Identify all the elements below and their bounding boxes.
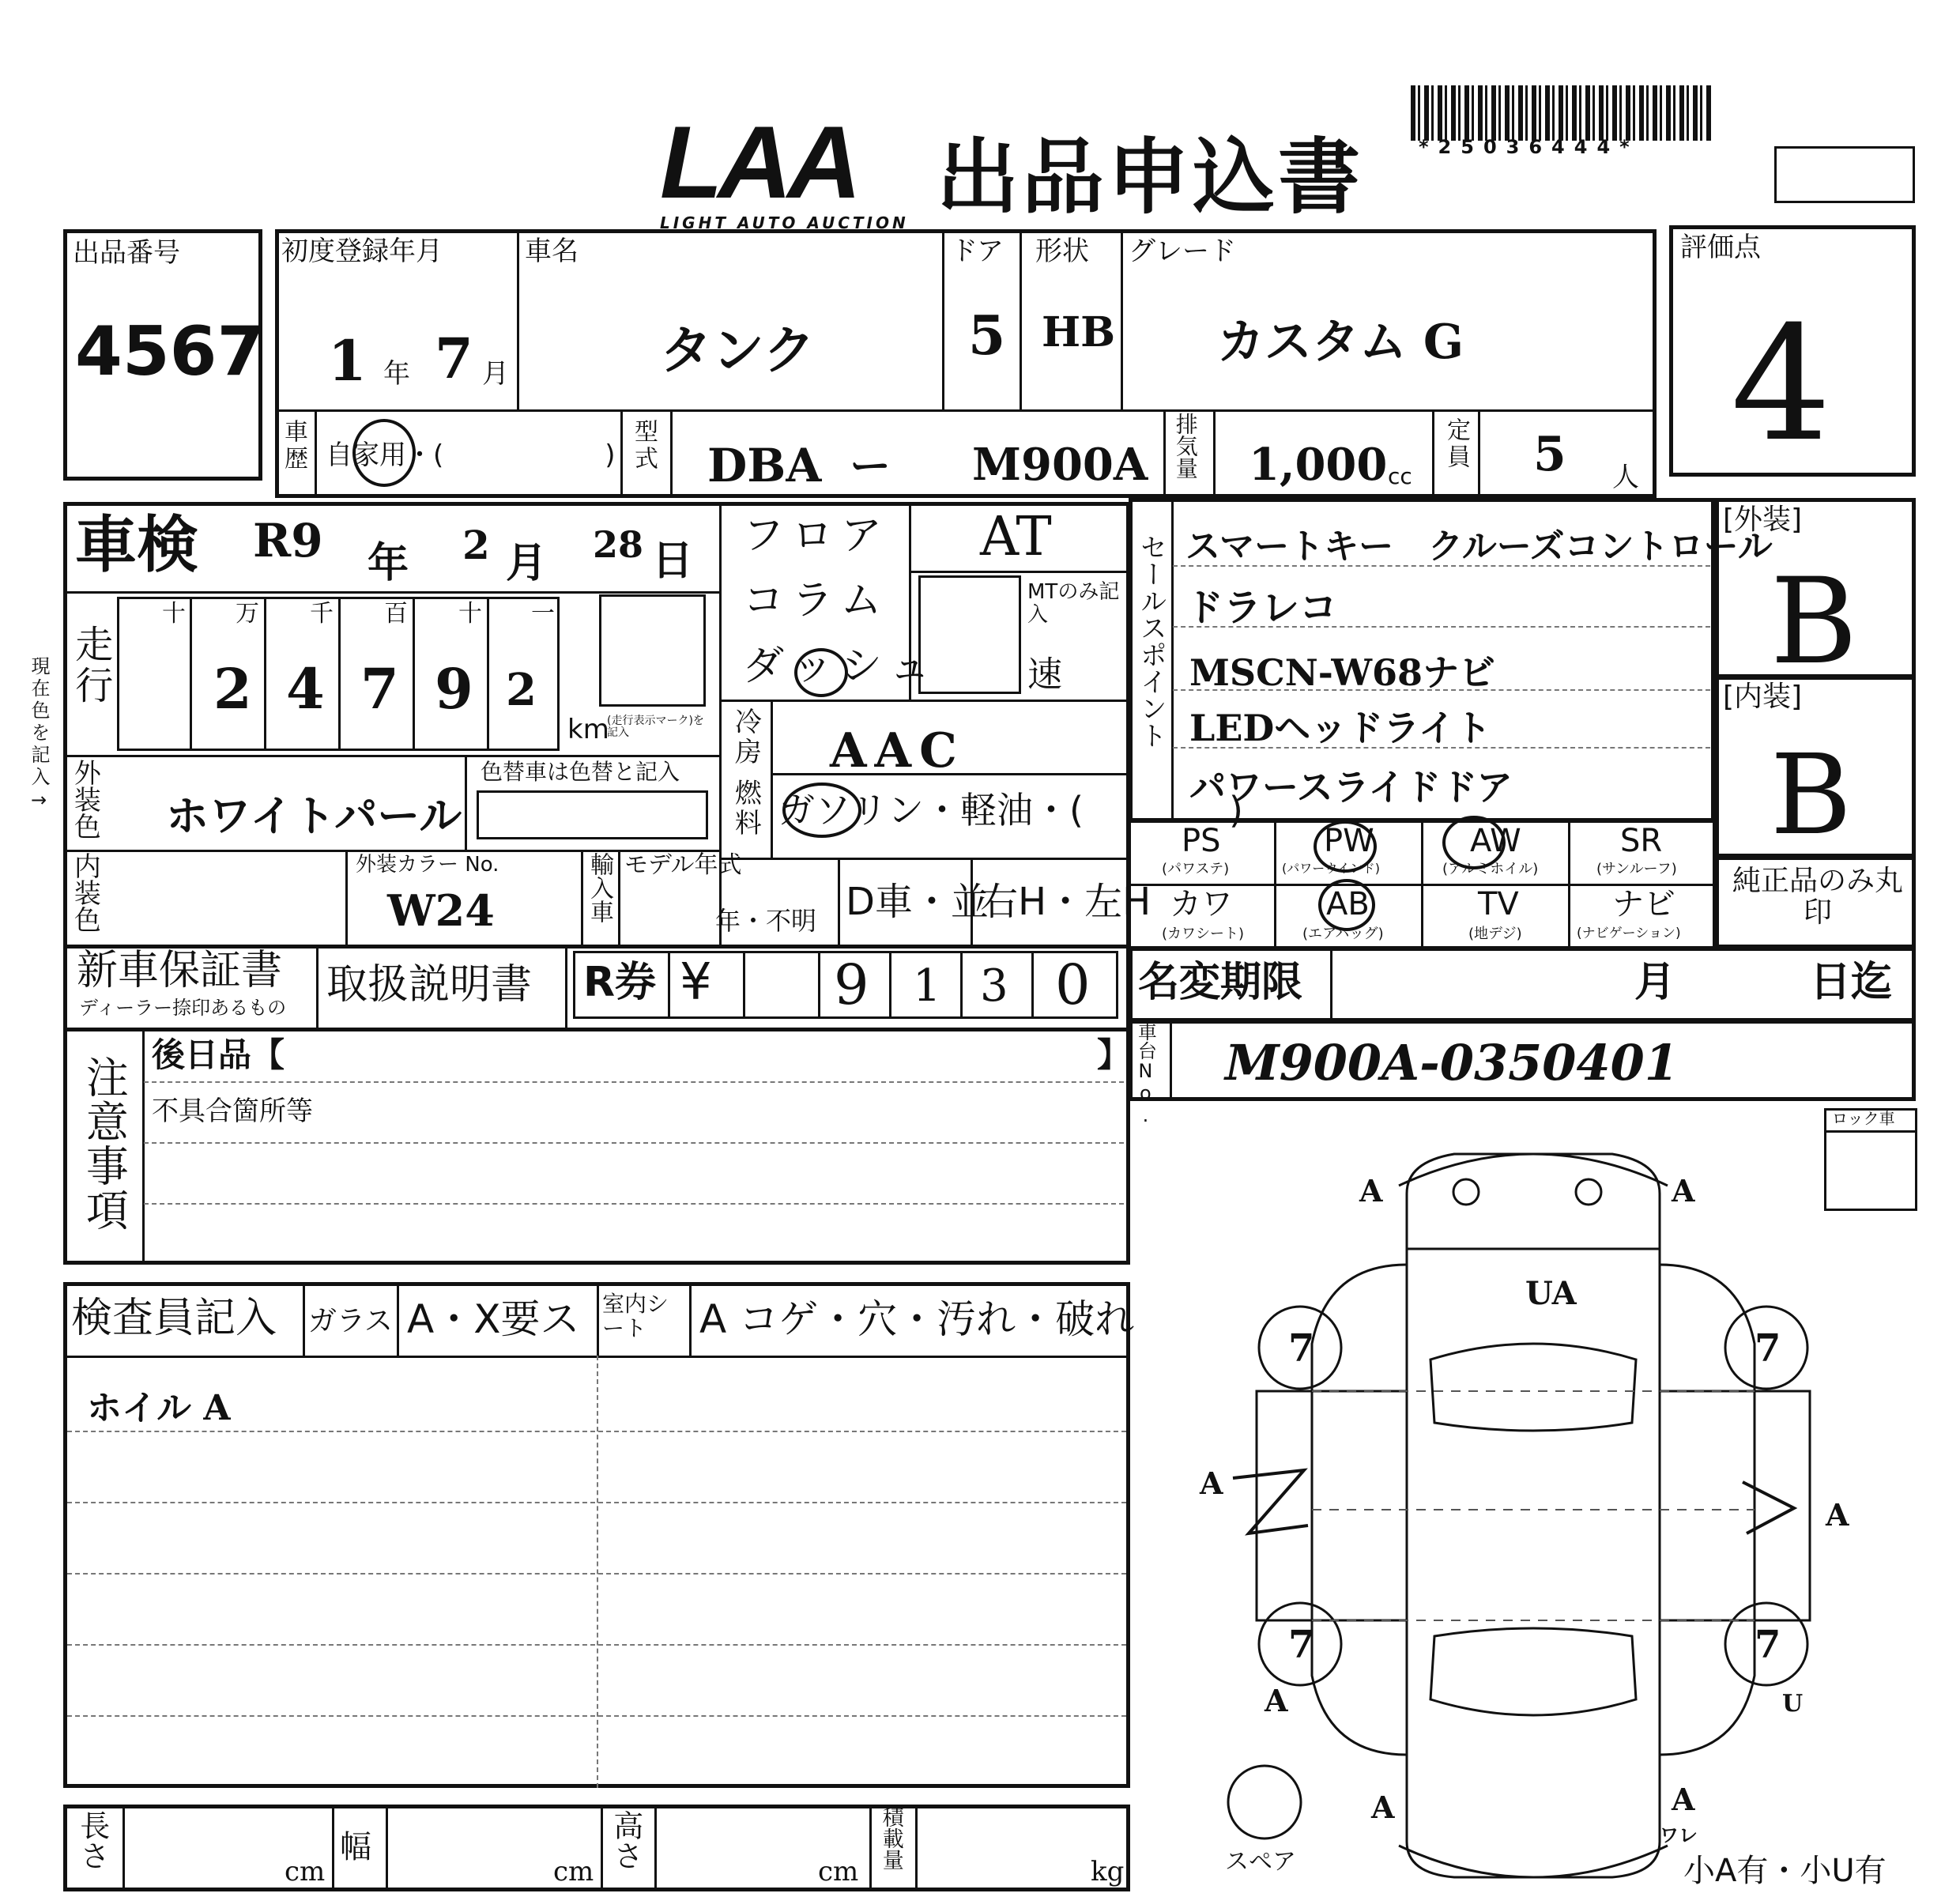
capacity-value: 5 xyxy=(1533,427,1566,482)
name-change-label: 名変期限 xyxy=(1138,959,1303,1006)
left-door-panel xyxy=(1257,1391,1312,1620)
car-body-outline xyxy=(1407,1154,1660,1877)
floor-option-1: コラム xyxy=(743,577,890,624)
int-color-label: 内装色 xyxy=(69,852,101,933)
mileage-unit-5: 一 xyxy=(531,600,555,628)
first-reg-month-unit: 月 xyxy=(482,358,509,390)
lot-number: 4567 xyxy=(75,312,265,391)
load-label: 積載量 xyxy=(878,1806,903,1870)
grade-label: グレード xyxy=(1129,236,1236,267)
tire-tread-front-left: 7 xyxy=(1288,1326,1315,1371)
fuel-value: ガソリン・軽油・( ) xyxy=(778,789,1243,832)
equip-ab: AB xyxy=(1326,886,1370,922)
side-note: 現在色を記入→ xyxy=(28,656,50,814)
dimensions-box xyxy=(63,1805,1130,1891)
circle-mark-gasoline xyxy=(782,783,861,838)
lot-label: 出品番号 xyxy=(73,237,180,269)
shape-value: HB xyxy=(1042,308,1116,356)
mileage-digit-3: 7 xyxy=(360,656,399,722)
shape-label: 形状 xyxy=(1035,236,1089,267)
displacement-unit: cc xyxy=(1388,463,1412,489)
sales-point-1: ドラレコ xyxy=(1185,586,1338,630)
sales-point-4: パワースライドドア xyxy=(1189,766,1513,809)
mileage-unit-2: 千 xyxy=(310,600,334,628)
mileage-label: 走行 xyxy=(68,624,113,707)
spare-tire xyxy=(1228,1766,1301,1839)
first-reg-year: 1 xyxy=(328,328,367,394)
equip-aw: AW xyxy=(1470,823,1521,859)
floor-option-2: ダッシュ xyxy=(743,643,938,690)
chassis-value: M900A-0350401 xyxy=(1225,1034,1679,1092)
inspection-day-unit: 日 xyxy=(652,537,694,585)
equip-pw: PW xyxy=(1324,823,1374,859)
right-front-fender xyxy=(1660,1265,1755,1391)
score-value: 4 xyxy=(1731,292,1832,477)
inspection-year-unit: 年 xyxy=(368,540,409,587)
equip-aw-sub: (アルミホイル) xyxy=(1442,861,1539,877)
seat-options: A コゲ・穴・汚れ・破れ xyxy=(699,1296,1135,1342)
recycle-digit-2: 9 xyxy=(834,952,869,1017)
capacity-label: 定員 xyxy=(1442,417,1470,471)
model-code: M900A xyxy=(972,439,1148,491)
tire-tread-rear-left: 7 xyxy=(1288,1623,1315,1667)
aircon-label: 冷房 xyxy=(729,707,762,767)
dealer-value: D車・並 xyxy=(846,880,989,924)
mileage-km: km xyxy=(567,714,609,745)
length-unit: cm xyxy=(285,1856,326,1888)
equip-leather: カワ xyxy=(1170,886,1233,922)
inspector-entry: ホイル A xyxy=(87,1388,231,1428)
name-change-until: 日迄 xyxy=(1810,959,1893,1006)
circle-mark-private xyxy=(352,419,416,487)
glass-options: A・X要ス xyxy=(407,1296,580,1342)
headlight-left xyxy=(1453,1179,1479,1205)
equip-ps-sub: (パワステ) xyxy=(1162,861,1230,877)
floor-option-0: フロア xyxy=(743,512,891,560)
inspection-month: 2 xyxy=(462,522,490,568)
damage-stroke-left xyxy=(1233,1470,1308,1533)
interior-label: [内装] xyxy=(1723,681,1803,713)
model-year-label: モデル年式 xyxy=(624,851,742,879)
recycle-label: R券 xyxy=(583,959,657,1006)
seat-label: 室内シート xyxy=(602,1291,669,1341)
fuel-label: 燃料 xyxy=(729,779,762,839)
circle-mark-dash xyxy=(794,648,848,697)
warranty-note: ディーラー捺印あるもの xyxy=(79,997,287,1019)
diagram-mark-a-front-right: A xyxy=(1672,1173,1695,1209)
capacity-unit: 人 xyxy=(1612,462,1639,493)
windshield xyxy=(1430,1344,1636,1431)
mt-note: MTのみ記入 xyxy=(1027,580,1120,627)
equip-navi: ナビ xyxy=(1612,886,1675,922)
model-year-value: 年・不明 xyxy=(715,906,817,936)
glass-label: ガラス xyxy=(308,1305,393,1337)
aircon-value: AAC xyxy=(830,723,965,779)
handle-value: 右H・左H xyxy=(980,880,1152,924)
diagram-mark-crack: ワレ xyxy=(1660,1823,1698,1846)
diagram-mark-u-rear-right: U xyxy=(1782,1690,1804,1718)
tire-tread-rear-right: 7 xyxy=(1755,1623,1781,1667)
mileage-digit-4: 9 xyxy=(435,656,473,722)
name-change-month: 月 xyxy=(1634,959,1676,1006)
mileage-digit-2: 4 xyxy=(286,656,325,722)
diagram-mark-a-left: A xyxy=(1200,1465,1223,1501)
equip-leather-sub: (カワシート) xyxy=(1162,926,1245,942)
defects-label: 不具合箇所等 xyxy=(152,1096,313,1127)
color-no-label: 外装カラー No. xyxy=(356,853,499,877)
mileage-unit-0: 十 xyxy=(162,600,186,628)
doors-label: ドア xyxy=(951,236,1004,267)
headlight-right xyxy=(1576,1179,1601,1205)
height-label: 高さ xyxy=(608,1810,643,1870)
sales-label: セールスポイント xyxy=(1135,534,1167,749)
sales-point-3: LEDヘッドライト xyxy=(1189,707,1491,749)
mileage-digit-5: 2 xyxy=(506,664,537,716)
transmission-value: AT xyxy=(980,506,1052,568)
equip-tv-sub: (地デジ) xyxy=(1468,926,1522,942)
inspection-era: R9 xyxy=(253,514,323,568)
manual-label: 取扱説明書 xyxy=(326,961,533,1009)
equip-ps: PS xyxy=(1182,823,1221,859)
laa-logo xyxy=(660,104,909,232)
displacement-label: 排気量 xyxy=(1172,413,1199,479)
displacement-value: 1,000 xyxy=(1249,439,1388,491)
inspection-label: 車検 xyxy=(75,510,199,581)
barcode-number: *25036444* xyxy=(1419,136,1639,158)
circle-mark-pw xyxy=(1314,820,1377,873)
later-items-label: 後日品【 xyxy=(152,1035,285,1074)
later-items-close: 】 xyxy=(1097,1035,1131,1074)
equip-tv: TV xyxy=(1478,886,1519,922)
rear-window xyxy=(1430,1628,1636,1715)
recycle-yen: ¥ xyxy=(680,953,712,1012)
recycle-digit-4: 3 xyxy=(980,960,1008,1012)
mileage-note: (走行表示マーク)を記入 xyxy=(607,715,704,740)
history-value: 自家用・( ) xyxy=(326,439,616,471)
mileage-unit-3: 百 xyxy=(384,600,408,628)
recycle-digit-5: 0 xyxy=(1055,952,1091,1017)
diagram-legend: 小A有・小U有 xyxy=(1683,1853,1886,1889)
genuine-label: 純正品のみ丸印 xyxy=(1732,865,1903,929)
diagram-mark-a-front-left: A xyxy=(1359,1173,1383,1209)
equip-navi-sub: (ナビゲーション) xyxy=(1577,926,1681,941)
sales-point-0: スマートキー クルーズコントロール xyxy=(1185,526,1773,567)
sales-point-2: MSCN-W68ナビ xyxy=(1189,651,1496,694)
first-reg-label: 初度登録年月 xyxy=(281,236,443,267)
right-rear-fender xyxy=(1660,1620,1755,1755)
grade-value: カスタム G xyxy=(1217,315,1464,370)
diagram-mark-a-rear-left: A xyxy=(1371,1790,1395,1825)
ext-color-value: ホワイトパール xyxy=(166,790,462,841)
width-label: 幅 xyxy=(340,1829,371,1865)
mt-box xyxy=(918,575,1021,694)
mileage-unit-1: 万 xyxy=(236,600,259,628)
spare-label: スペア xyxy=(1225,1848,1296,1876)
left-rear-fender xyxy=(1312,1620,1407,1755)
car-name: タンク xyxy=(660,319,816,381)
diagram-mark-a-right: A xyxy=(1826,1497,1849,1533)
right-door-panel xyxy=(1755,1391,1810,1620)
height-unit: cm xyxy=(818,1856,859,1888)
car-damage-diagram xyxy=(1170,1130,1952,1889)
front-bumper xyxy=(1399,1154,1668,1186)
diagram-mark-a-rear-left-side: A xyxy=(1265,1683,1288,1718)
rear-bumper xyxy=(1399,1846,1668,1877)
first-reg-year-unit: 年 xyxy=(383,358,410,390)
first-reg-month: 7 xyxy=(435,326,473,391)
exterior-value: B xyxy=(1770,553,1858,691)
model-prefix: DBA xyxy=(707,439,822,492)
diagram-mark-hood: UA xyxy=(1525,1275,1577,1312)
load-unit: kg xyxy=(1091,1856,1125,1888)
logo-text: LAA xyxy=(660,104,858,220)
circle-mark-ab xyxy=(1318,879,1375,931)
mileage-digit-1: 2 xyxy=(213,656,252,722)
equip-pw-sub: (パワーウインド) xyxy=(1282,861,1381,876)
doors-value: 5 xyxy=(968,304,1006,368)
warranty-label: 新車保証書 xyxy=(77,947,283,994)
chassis-label: 車台No. xyxy=(1134,1022,1157,1126)
exterior-label: [外装] xyxy=(1723,503,1803,536)
ext-color-label: 外装色 xyxy=(69,759,101,839)
left-front-fender xyxy=(1312,1265,1407,1391)
logo-subtitle: LIGHT AUTO AUCTION xyxy=(660,213,909,232)
length-label: 長さ xyxy=(74,1810,110,1870)
history-label: 車歴 xyxy=(280,419,307,473)
lock-label: ロック車 xyxy=(1832,1109,1895,1128)
equip-sr-sub: (サンルーフ) xyxy=(1596,861,1677,877)
barcode xyxy=(1411,85,1711,141)
form-title: 出品申込書 xyxy=(937,129,1364,225)
color-no-value: W24 xyxy=(387,885,495,936)
diagram-mark-a-rear-right: A xyxy=(1672,1782,1695,1817)
notes-label: 注意事項 xyxy=(79,1055,130,1232)
interior-value: B xyxy=(1770,731,1852,860)
mt-speed: 速 xyxy=(1027,654,1062,695)
car-name-label: 車名 xyxy=(525,236,579,267)
circle-mark-aw xyxy=(1442,816,1506,869)
repaint-label: 色替車は色替と記入 xyxy=(481,759,680,785)
recycle-digit-3: 1 xyxy=(913,960,941,1012)
inspection-month-unit: 月 xyxy=(506,540,548,587)
score-label: 評価点 xyxy=(1680,232,1761,263)
mileage-unit-4: 十 xyxy=(458,600,482,628)
inspection-day: 28 xyxy=(593,523,644,566)
blank-box xyxy=(1774,146,1915,203)
tire-tread-front-right: 7 xyxy=(1755,1326,1781,1371)
model-label: 型式 xyxy=(630,419,658,473)
damage-stroke-right xyxy=(1743,1482,1794,1533)
mileage-mark-box xyxy=(599,594,706,707)
model-dash: ー xyxy=(850,443,891,491)
width-unit: cm xyxy=(553,1856,594,1888)
import-label: 輸入車 xyxy=(586,852,613,923)
inspector-label: 検査員記入 xyxy=(71,1295,277,1342)
equip-sr: SR xyxy=(1620,823,1663,859)
repaint-box xyxy=(477,790,708,839)
equip-ab-sub: (エアバッグ) xyxy=(1302,926,1384,942)
